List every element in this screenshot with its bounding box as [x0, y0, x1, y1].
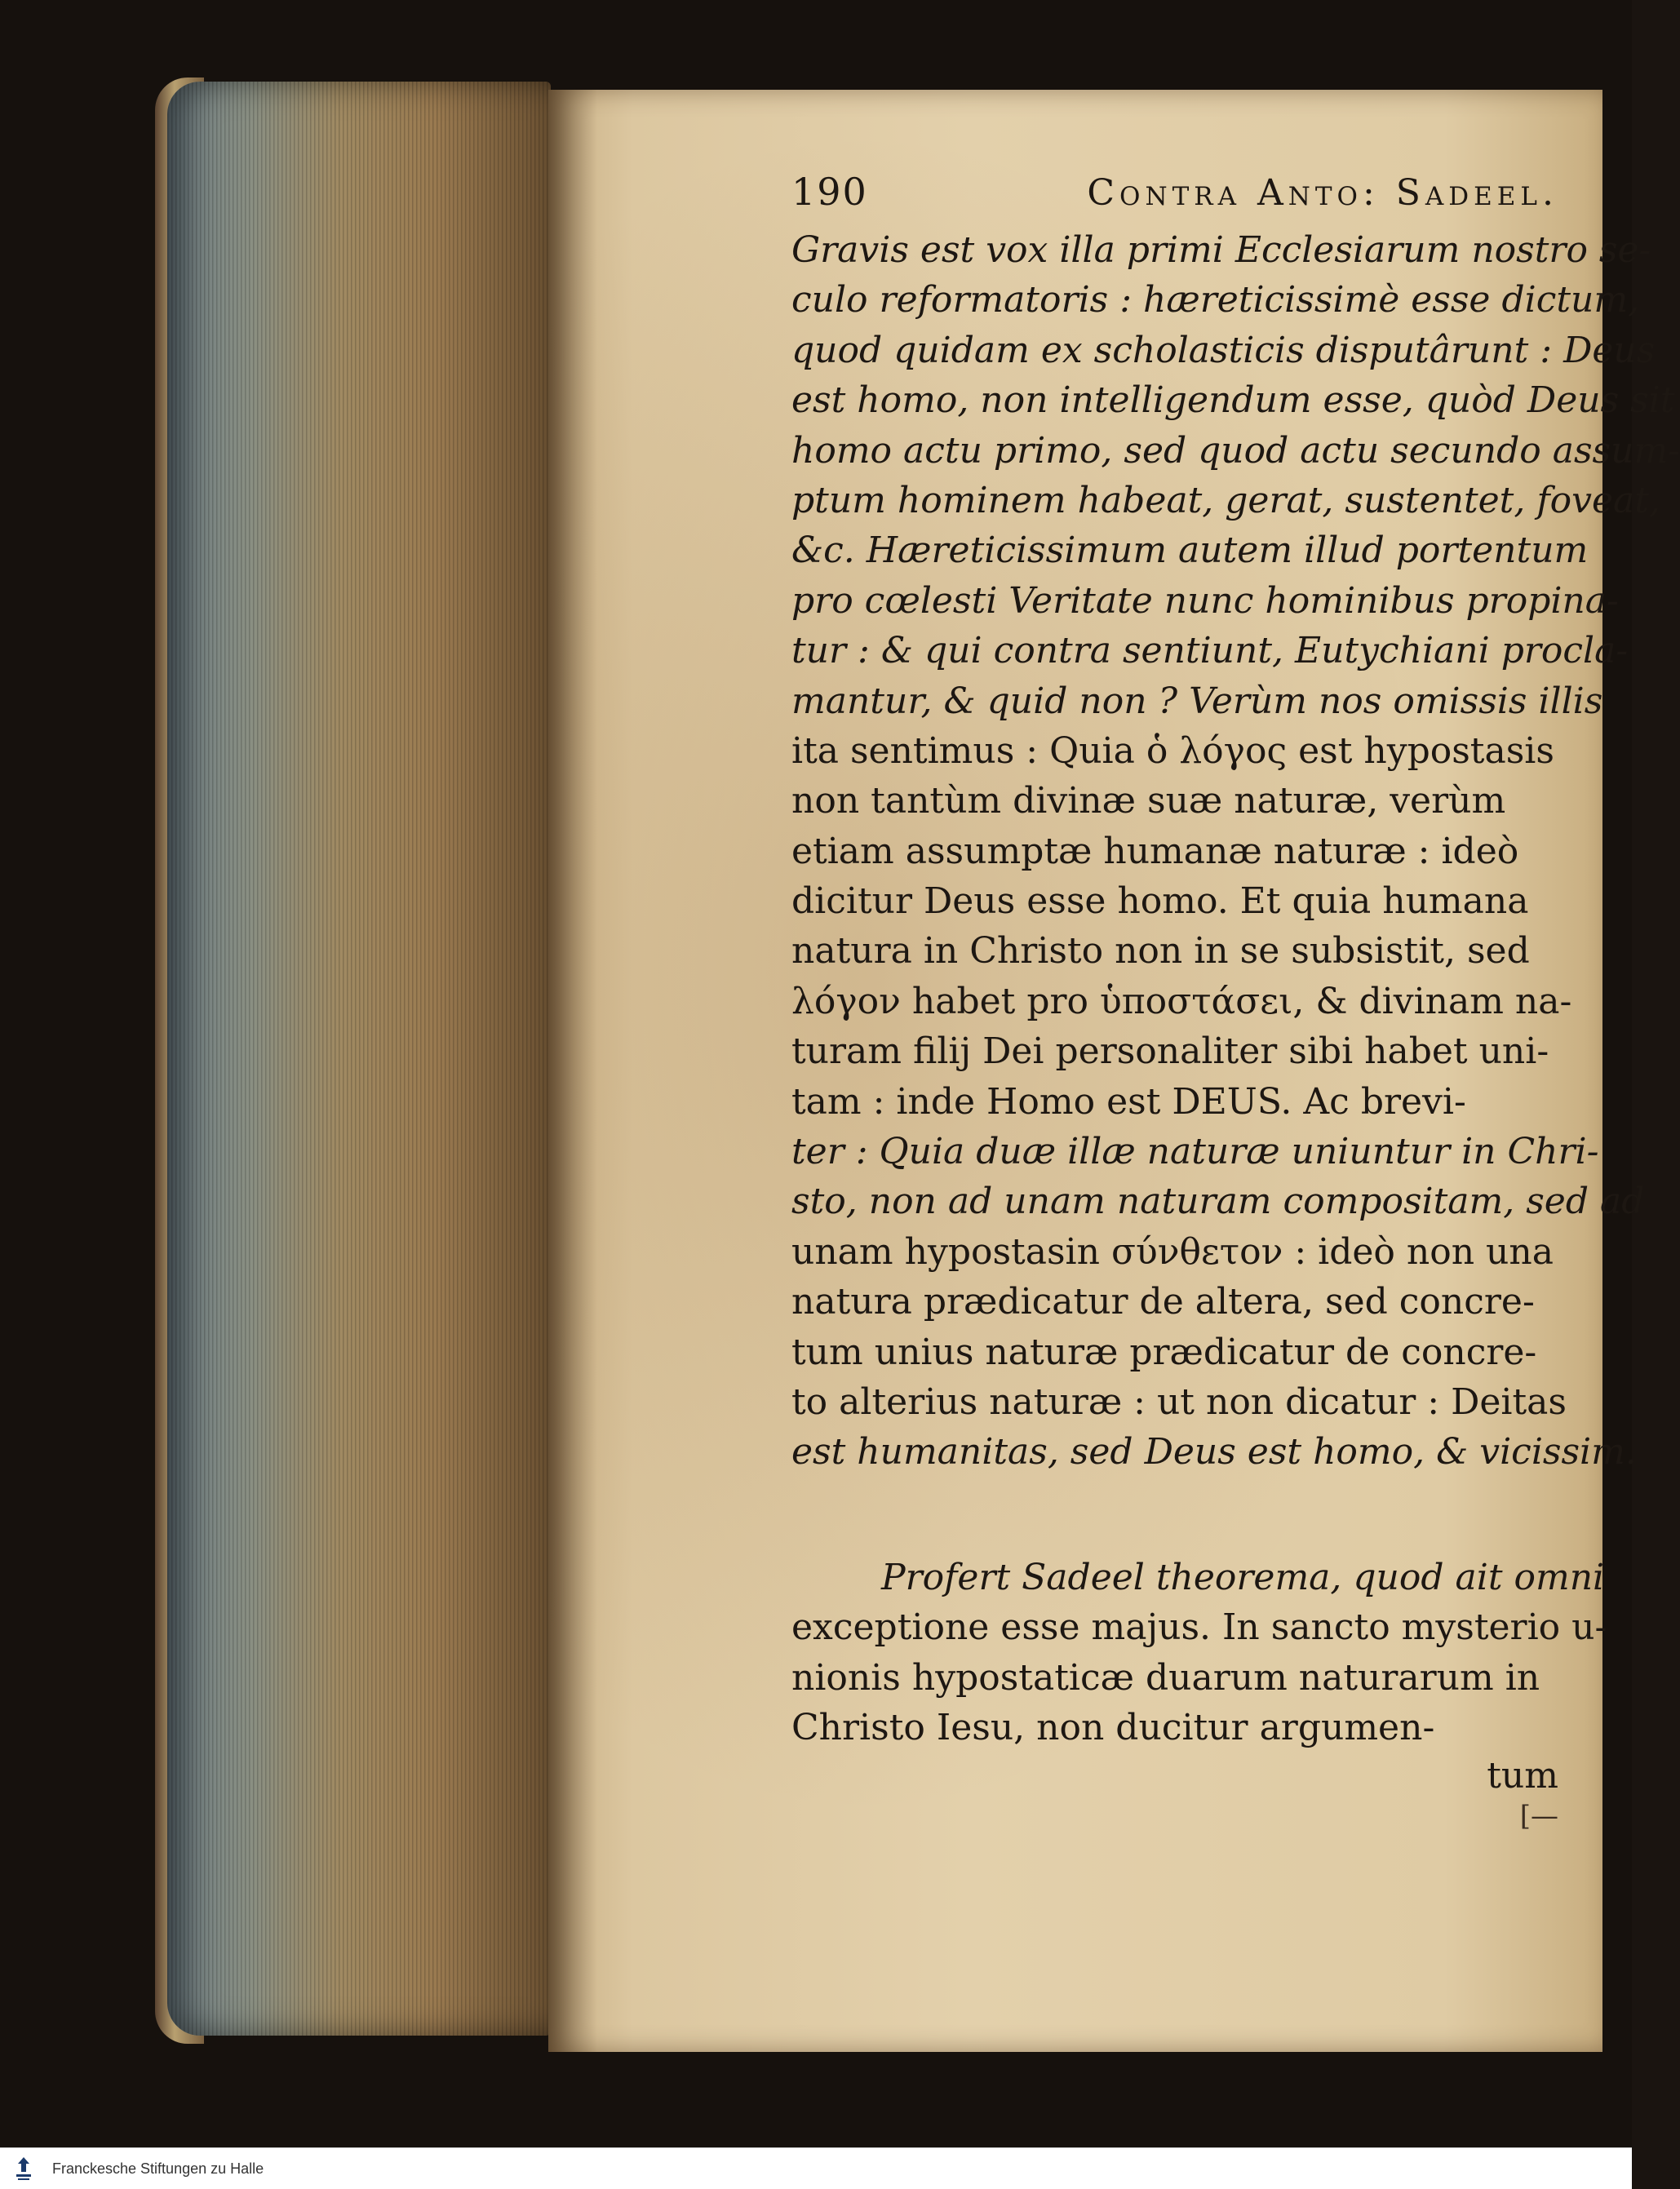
paragraph-1 [791, 225, 1680, 1478]
text-line: Gravis est vox illa primi Ecclesiarum nostro se- [791, 229, 1651, 271]
catchword: tum [1487, 1755, 1558, 1797]
text-line: unam hypostasin σύνθετον : ideò non una [791, 1230, 1554, 1273]
text-line: culo reformatoris : hæreticissimè esse dictum, [791, 279, 1640, 321]
text-line: to alterius naturæ : ut non dicatur : Deitas [791, 1380, 1567, 1423]
text-line: est homo, non intelligendum esse, quòd Deus sit [791, 379, 1675, 422]
running-head [791, 170, 1558, 225]
text-line: λόγον habet pro ὑποστάσει, & divinam na- [791, 980, 1572, 1022]
text-line: tum unius naturæ prædicatur de concre- [791, 1331, 1537, 1373]
text-line: homo actu primo, sed quod actu secundo assum- [791, 429, 1680, 472]
text-line: pro cœlesti Veritate nunc hominibus propina- [791, 579, 1619, 622]
text-line: mantur, & quid non ? Verùm nos omissis illis [791, 680, 1603, 722]
paragraph-2 [791, 1553, 1607, 1753]
text-line: tur : & qui contra sentiunt, Eutychiani procla- [791, 630, 1629, 672]
paragraph-gap [791, 1478, 1558, 1553]
page-number: 190 [791, 170, 868, 214]
text-block [791, 170, 1680, 1833]
text-line: &c. Hæreticissimum autem illud portentum [791, 530, 1589, 572]
book-page [548, 90, 1680, 2052]
text-line: tam : inde Homo est DEUS. Ac brevi- [791, 1080, 1466, 1123]
text-line: etiam assumptæ humanæ naturæ : ideò [791, 830, 1519, 872]
text-line: quod quidam ex scholasticis disputârunt : Deus [791, 329, 1656, 371]
text-line: exceptione esse majus. In sancto mysterio u- [791, 1606, 1607, 1649]
footer-institution-text: Franckesche Stiftungen zu Halle [52, 2160, 264, 2177]
text-line: turam filij Dei personaliter sibi habet uni- [791, 1030, 1549, 1073]
text-line: nionis hypostaticæ duarum naturarum in [791, 1656, 1540, 1699]
text-line: ter : Quia duæ illæ naturæ uniuntur in Chri- [791, 1131, 1599, 1173]
text-line: sto, non ad unam naturam compositam, sed ad [791, 1181, 1645, 1223]
footer-bar [0, 2147, 1632, 2189]
text-line: dicitur Deus esse homo. Et quia humana [791, 880, 1529, 923]
text-line: ptum hominem habeat, gerat, sustentet, foveat, [791, 479, 1660, 521]
gutter-shadow [548, 90, 597, 2052]
text-line: est humanitas, sed Deus est homo, & vicissim. [791, 1431, 1637, 1473]
franckesche-stiftungen-logo-icon [7, 2151, 41, 2186]
running-head-title: Contra Anto: Sadeel. [1087, 172, 1558, 214]
text-line: natura in Christo non in se subsistit, sed [791, 930, 1530, 973]
text-line: ita sentimus : Quia ὁ λόγος est hypostasis [791, 729, 1554, 772]
rule-fragment: [— [1519, 1800, 1558, 1833]
text-line: non tantùm divinæ suæ naturæ, verùm [791, 780, 1506, 822]
text-line: Christo Iesu, non ducitur argumen- [791, 1706, 1435, 1748]
text-line: natura prædicatur de altera, sed concre- [791, 1281, 1535, 1323]
text-line: Profert Sadeel theorema, quod ait omni [881, 1556, 1605, 1598]
page-block-edges [167, 82, 551, 2036]
